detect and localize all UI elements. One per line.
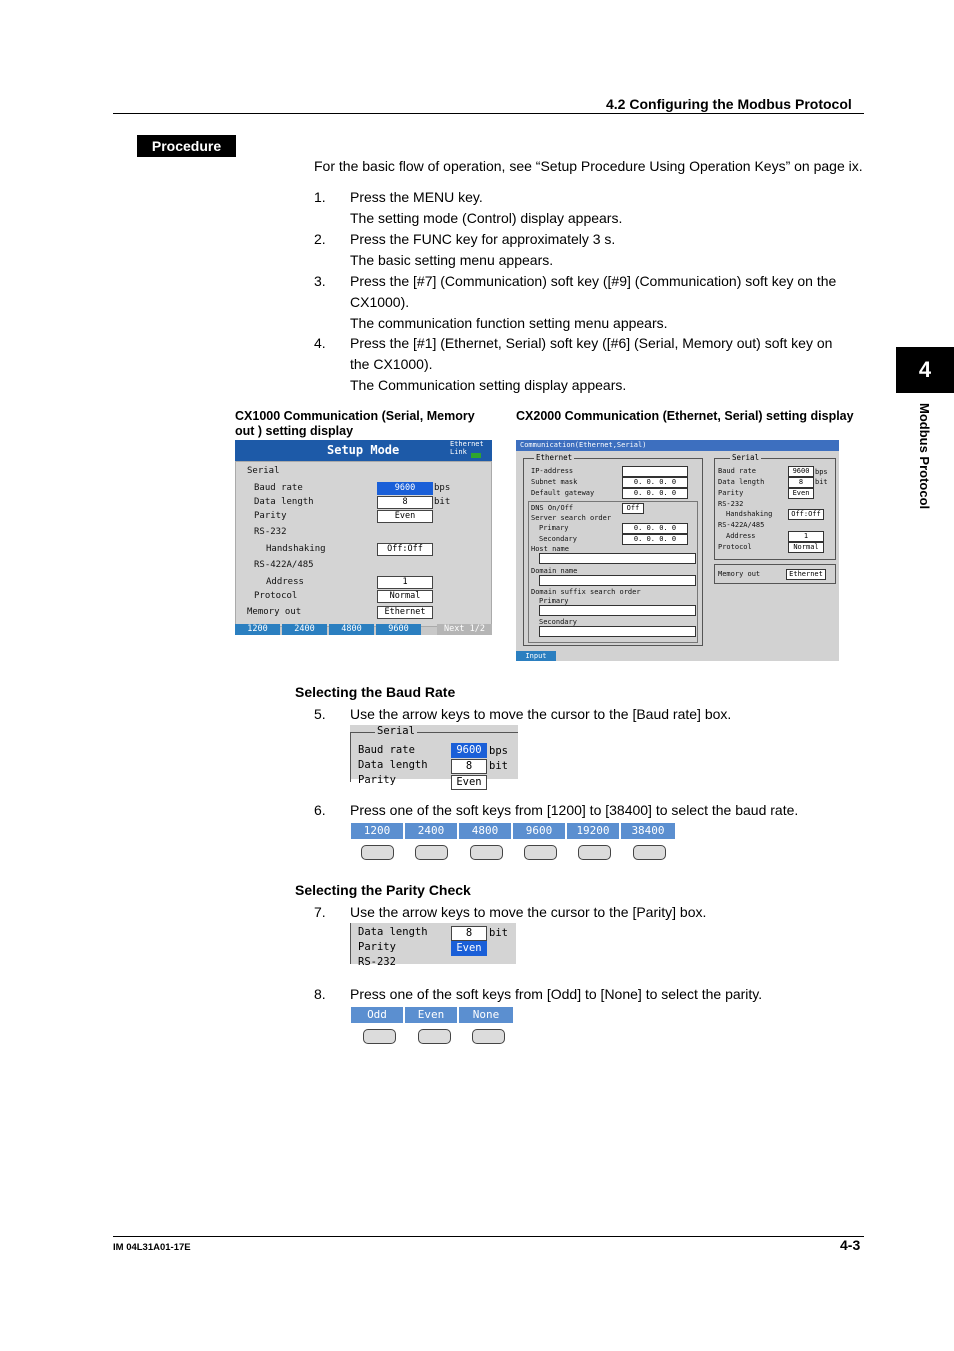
procedure-label: Procedure — [137, 135, 236, 157]
settings-panel — [235, 461, 492, 627]
secondary-dns-field[interactable]: 0. 0. 0. 0 — [622, 534, 688, 545]
hardware-key[interactable] — [363, 1029, 396, 1044]
caption-line: CX1000 Communication (Serial, Memory — [235, 409, 475, 423]
gateway-label: Default gateway — [531, 489, 595, 497]
secondary-label: Secondary — [539, 535, 577, 543]
handshaking-field[interactable]: Off:Off — [377, 543, 433, 556]
baud-rate-label: Baud rate — [358, 744, 415, 756]
softkey-input[interactable]: Input — [516, 651, 556, 661]
page-number: 4-3 — [840, 1237, 861, 1253]
step-line: Press one of the soft keys from [1200] to [38400] to select the baud rate. — [350, 802, 799, 818]
suffix-primary-field[interactable] — [539, 605, 696, 616]
softkey-odd[interactable]: Odd — [351, 1007, 405, 1023]
address-label: Address — [726, 532, 756, 540]
memory-out-label: Memory out — [247, 607, 302, 617]
step-number: 1. — [314, 189, 326, 205]
parity-label: Parity — [358, 774, 396, 786]
hardware-key[interactable] — [361, 845, 394, 860]
step-line: Press the FUNC key for approximately 3 s. — [350, 231, 616, 247]
rs232-heading: RS-232 — [254, 527, 287, 537]
softkey-4800[interactable]: 4800 — [329, 624, 374, 635]
data-length-label: Data length — [718, 478, 765, 486]
step-line: CX1000). — [350, 294, 410, 310]
softkey-1200[interactable]: 1200 — [351, 823, 405, 839]
parity-detail-screen — [350, 923, 516, 968]
serial-heading: Serial — [247, 466, 280, 476]
hardware-key[interactable] — [633, 845, 666, 860]
data-unit: bit — [489, 927, 508, 939]
header-rule — [113, 113, 864, 114]
domain-suffix-label: Domain suffix search order — [531, 588, 641, 596]
baud-section-title: Selecting the Baud Rate — [295, 684, 456, 700]
step-line: the CX1000). — [350, 356, 433, 372]
baud-rate-field[interactable]: 9600 — [377, 482, 433, 495]
step-1 — [314, 187, 874, 229]
cx1000-screen — [235, 440, 492, 635]
softkey-9600[interactable]: 9600 — [513, 823, 567, 839]
subnet-label: Subnet mask — [531, 478, 578, 486]
parity-label: Parity — [254, 511, 287, 521]
gateway-field[interactable]: 0. 0. 0. 0 — [622, 488, 688, 499]
handshaking-label: Handshaking — [726, 510, 773, 518]
baud-rate-label: Baud rate — [718, 467, 756, 475]
step-line: Press one of the soft keys from [Odd] to [None] to select the parity. — [350, 986, 763, 1002]
screen-title-bar — [516, 440, 839, 451]
subnet-field[interactable]: 0. 0. 0. 0 — [622, 477, 688, 488]
domain-field[interactable] — [539, 575, 696, 586]
server-order-label: Server search order — [531, 514, 612, 522]
step-number: 8. — [314, 986, 326, 1002]
softkey-2400[interactable]: 2400 — [282, 624, 327, 635]
intro-text: For the basic flow of operation, see “Setup Procedure Using Operation Keys” on page ix. — [314, 158, 863, 174]
rs422-heading: RS-422A/485 — [718, 521, 765, 529]
memory-out-field[interactable]: Ethernet — [377, 606, 433, 619]
protocol-field[interactable]: Normal — [788, 542, 824, 553]
hardware-key[interactable] — [415, 845, 448, 860]
data-length-field[interactable]: 8 — [451, 759, 487, 774]
step-number: 4. — [314, 335, 326, 351]
softkey-none[interactable]: None — [459, 1007, 513, 1023]
suffix-primary-label: Primary — [539, 597, 569, 605]
memory-out-field[interactable]: Ethernet — [786, 569, 826, 580]
dns-field[interactable]: Off — [622, 503, 644, 514]
baud-detail-screen — [350, 725, 518, 788]
parity-section-title: Selecting the Parity Check — [295, 882, 471, 898]
hardware-key[interactable] — [578, 845, 611, 860]
section-header: 4.2 Configuring the Modbus Protocol — [606, 96, 852, 112]
screen-title: Setup Mode — [327, 443, 400, 457]
host-field[interactable] — [539, 553, 696, 564]
hardware-key[interactable] — [418, 1029, 451, 1044]
step-line: Use the arrow keys to move the cursor to the [Baud rate] box. — [350, 706, 732, 722]
data-length-label: Data length — [358, 926, 428, 938]
handshaking-label: Handshaking — [266, 544, 326, 554]
parity-label: Parity — [718, 489, 744, 497]
memory-out-label: Memory out — [718, 570, 761, 578]
chapter-side-title — [905, 403, 945, 533]
parity-label: Parity — [358, 941, 396, 953]
ip-label: IP-address — [531, 467, 574, 475]
softkey-even[interactable]: Even — [405, 1007, 459, 1023]
address-field[interactable]: 1 — [377, 576, 433, 589]
screen-title-bar — [235, 440, 492, 461]
step-6 — [314, 800, 874, 821]
hardware-key[interactable] — [524, 845, 557, 860]
baud-rate-field[interactable]: 9600 — [451, 743, 487, 758]
step-line: Press the MENU key. — [350, 189, 483, 205]
handshaking-field[interactable]: Off:Off — [788, 509, 824, 520]
step-line: The communication function setting menu appears. — [350, 315, 668, 331]
protocol-field[interactable]: Normal — [377, 590, 433, 603]
hardware-key[interactable] — [472, 1029, 505, 1044]
step-4 — [314, 333, 874, 396]
step-7 — [314, 902, 874, 923]
chapter-title: Modbus Protocol — [917, 403, 932, 510]
link-label: Link — [450, 448, 467, 456]
parity-field[interactable]: Even — [451, 775, 487, 790]
data-unit: bit — [815, 478, 828, 486]
step-number: 5. — [314, 706, 326, 722]
step-number: 3. — [314, 273, 326, 289]
ip-field[interactable]: 0. 0. 0. 0 — [622, 466, 688, 477]
domain-label: Domain name — [531, 567, 578, 575]
link-led-icon — [471, 453, 481, 458]
data-length-label: Data length — [254, 497, 314, 507]
suffix-secondary-label: Secondary — [539, 618, 577, 626]
baud-rate-field[interactable]: 9600 — [788, 466, 814, 477]
step-3 — [314, 271, 874, 334]
step-number: 6. — [314, 802, 326, 818]
softkey-19200[interactable]: 19200 — [567, 823, 621, 839]
softkey-38400[interactable]: 38400 — [621, 823, 675, 839]
document-id: IM 04L31A01-17E — [113, 1242, 191, 1253]
step-5 — [314, 704, 874, 725]
data-unit: bit — [434, 497, 451, 507]
ethernet-heading: Ethernet — [536, 453, 573, 462]
address-field[interactable]: 1 — [788, 531, 824, 542]
serial-heading: Serial — [377, 725, 415, 737]
host-label: Host name — [531, 545, 569, 553]
step-line: Press the [#1] (Ethernet, Serial) soft key ([#6] (Serial, Memory out) soft key on — [350, 335, 833, 351]
rs232-heading: RS-232 — [718, 500, 744, 508]
suffix-secondary-field[interactable] — [539, 626, 696, 637]
baud-rate-label: Baud rate — [254, 483, 303, 493]
hardware-key[interactable] — [470, 845, 503, 860]
rs422-heading: RS-422A/485 — [254, 560, 314, 570]
protocol-label: Protocol — [254, 591, 298, 601]
step-2 — [314, 229, 874, 271]
softkey-1200[interactable]: 1200 — [235, 624, 280, 635]
step-line: The Communication setting display appears. — [350, 377, 627, 393]
step-line: Press the [#7] (Communication) soft key ([#9] (Communication) soft key on the — [350, 273, 837, 289]
chapter-tab: 4 — [896, 347, 954, 393]
parity-field[interactable]: Even — [788, 488, 814, 499]
data-length-label: Data length — [358, 759, 428, 771]
step-8 — [314, 984, 874, 1005]
dns-label: DNS On/Off — [531, 504, 574, 512]
data-length-field[interactable]: 8 — [788, 477, 814, 488]
address-label: Address — [266, 577, 304, 587]
caption-line: out ) setting display — [235, 424, 354, 438]
cx1000-caption — [235, 409, 475, 439]
cx2000-screen — [516, 440, 839, 661]
parity-field[interactable]: Even — [377, 510, 433, 523]
baud-unit: bps — [489, 745, 508, 757]
baud-unit: bps — [815, 468, 828, 476]
step-number: 2. — [314, 231, 326, 247]
protocol-label: Protocol — [718, 543, 752, 551]
step-number: 7. — [314, 904, 326, 920]
serial-heading: Serial — [732, 453, 760, 462]
primary-dns-field[interactable]: 0. 0. 0. 0 — [622, 523, 688, 534]
baud-unit: bps — [434, 483, 451, 493]
step-line: Use the arrow keys to move the cursor to the [Parity] box. — [350, 904, 707, 920]
screen-title: Communication(Ethernet,Serial) — [520, 441, 647, 449]
softkey-next[interactable]: Next 1/2 — [437, 624, 492, 635]
data-unit: bit — [489, 760, 508, 772]
cx2000-caption: CX2000 Communication (Ethernet, Serial) setting display — [516, 409, 854, 423]
rs232-heading: RS-232 — [358, 956, 396, 968]
softkey-4800[interactable]: 4800 — [459, 823, 513, 839]
parity-field[interactable]: Even — [451, 941, 487, 956]
softkey-9600[interactable]: 9600 — [376, 624, 421, 635]
footer-rule — [113, 1236, 864, 1237]
step-line: The basic setting menu appears. — [350, 252, 554, 268]
data-length-field[interactable]: 8 — [377, 496, 433, 509]
primary-label: Primary — [539, 524, 569, 532]
ethernet-label: Ethernet — [450, 440, 484, 448]
softkey-2400[interactable]: 2400 — [405, 823, 459, 839]
data-length-field[interactable]: 8 — [451, 926, 487, 941]
step-line: The setting mode (Control) display appears. — [350, 210, 623, 226]
